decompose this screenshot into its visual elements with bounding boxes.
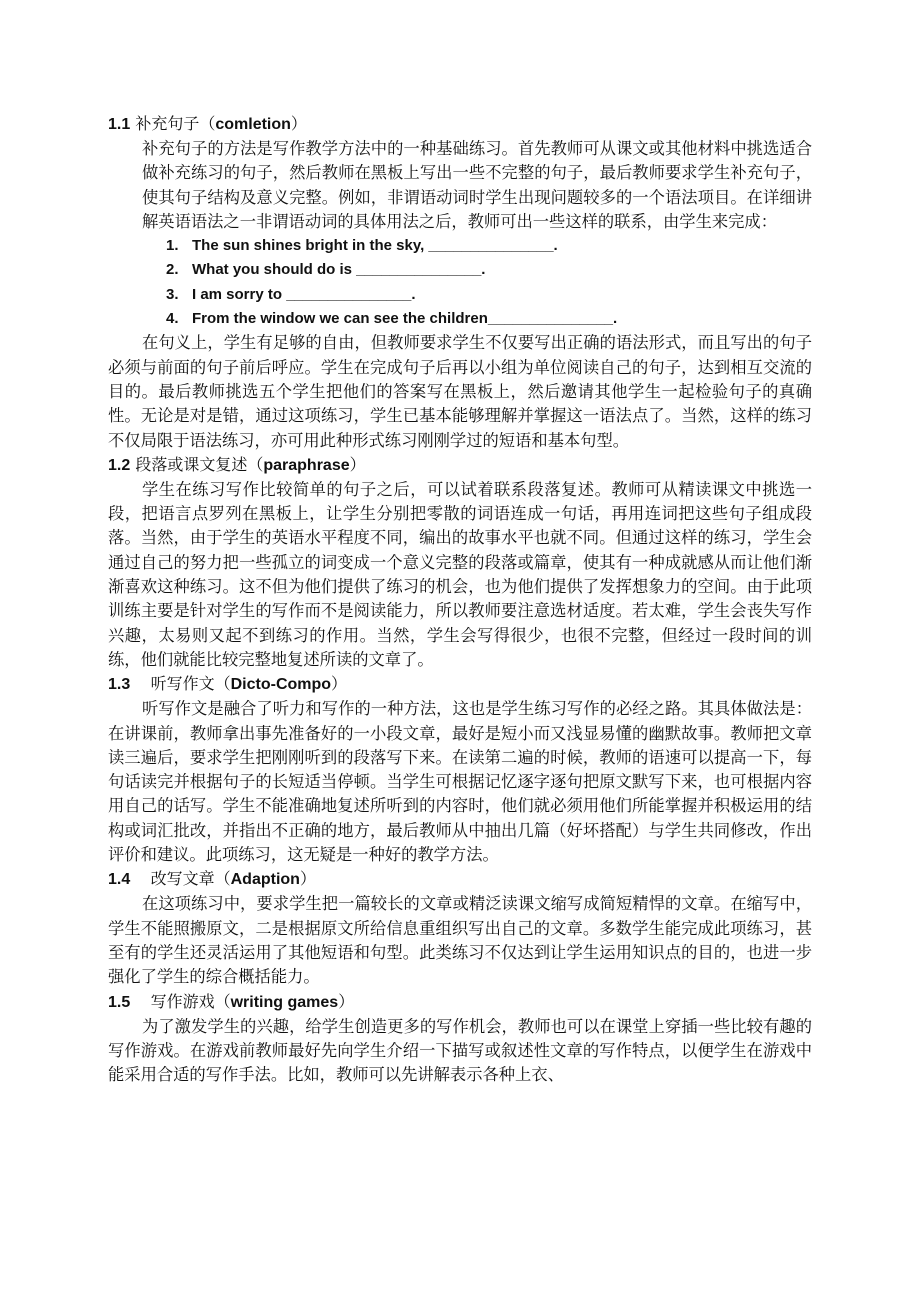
section-heading-1-3 xyxy=(108,672,812,697)
section-title-en: paraphrase xyxy=(263,456,350,474)
section-title-end: ） xyxy=(299,869,316,889)
section-title-cn: 写作游戏（ xyxy=(130,991,231,1011)
example-text: I am sorry to _______________. xyxy=(192,285,416,303)
section-number: 1.3 xyxy=(108,676,131,694)
example-text: What you should do is _______________. xyxy=(192,261,486,279)
section-heading-1-4 xyxy=(108,867,812,892)
section-title-end: ） xyxy=(290,114,307,133)
section-title-en: writing games xyxy=(230,993,339,1011)
example-sentence xyxy=(108,258,812,282)
section-number: 1.4 xyxy=(108,871,131,889)
section-1-1-body: 在句义上，学生有足够的自由，但教师要求学生不仅要写出正确的语法形式，而且写出的句子必须与前面的句子前后呼应。学生在完成句子后再以小组为单位阅读自己的句子，达到相互交流的目的。最后教师挑选五个学生把他们的答案写在黑板上，然后邀请其他学生一起检验句子的真确性。无论是对是错，通过这项练习，学生已基本能够理解并掌握这一语法点了。当然，这样的练习不仅局限于语法练习，亦可用此种形式练习刚刚学过的短语和基本句型。 xyxy=(108,333,812,450)
section-heading-1-1 xyxy=(108,112,812,137)
section-1-2-body: 学生在练习写作比较简单的句子之后，可以试着联系段落复述。教师可从精读课文中挑选一段，把语言点罗列在黑板上，让学生分别把零散的词语连成一句话，再用连词把这些句子组成段落。当然，由于学生的英语水平程度不同，编出的故事水平也就不同。但通过这样的练习，学生会通过自己的努力把一些孤立的词变成一个意义完整的段落或篇章，使其有一种成就感从而让他们渐渐喜欢这种练习。这不但为他们提供了练习的机会，也为他们提供了发挥想象力的空间。由于此项训练主要是针对学生的写作而不是阅读能力，所以教师要注意选材适度。若太难，学生会丧失写作兴趣，太易则又起不到练习的作用。当然，学生会写得很少，也很不完整，但经过一段时间的训练，他们就能比较完整地复述所读的文章了。 xyxy=(108,479,812,669)
document-page xyxy=(108,112,812,1087)
section-title-cn: 听写作文（ xyxy=(130,674,231,694)
example-sentence xyxy=(108,283,812,307)
section-1-1-intro: 补充句子的方法是写作教学方法中的一种基础练习。首先教师可从课文或其他材料中挑选适合做补充练习的句子，然后教师在黑板上写出一些不完整的句子，最后教师要求学生补充句子，使其句子结构及意义完整。例如，非谓语动词时学生出现问题较多的一个语法项目。在详细讲解英语语法之一非谓语动词的具体用法之后，教师可出一些这样的联系，由学生来完成： xyxy=(142,139,812,231)
section-title-en: comletion xyxy=(215,116,291,133)
example-sentence-list xyxy=(108,234,812,331)
section-title-end: ） xyxy=(331,674,348,694)
section-1-4-body: 在这项练习中，要求学生把一篇较长的文章或精泛读课文缩写成简短精悍的文章。在缩写中，学生不能照搬原文，二是根据原文所给信息重组织写出自己的文章。多数学生能完成此项练习，甚至有的学生还灵活运用了其他短语和句型。此类练习不仅达到让学生运用知识点的目的，也进一步强化了学生的综合概括能力。 xyxy=(108,894,812,987)
section-number: 1.1 xyxy=(108,116,131,133)
section-title-end: ） xyxy=(338,991,355,1011)
example-number: 3. xyxy=(166,285,179,303)
example-sentence xyxy=(108,234,812,258)
section-title-en: Adaption xyxy=(230,871,300,889)
section-title-end: ） xyxy=(349,454,366,474)
section-heading-1-2 xyxy=(108,453,812,478)
section-number: 1.5 xyxy=(108,993,131,1011)
section-title-en: Dicto-Compo xyxy=(230,676,332,694)
section-title-cn: 改写文章（ xyxy=(130,869,231,889)
section-1-5-body: 为了激发学生的兴趣，给学生创造更多的写作机会，教师也可以在课堂上穿插一些比较有趣的写作游戏。在游戏前教师最好先向学生介绍一下描写或叙述性文章的写作特点，以便学生在游戏中能采用合适的写作手法。比如，教师可以先讲解表示各种上衣、 xyxy=(108,1016,812,1085)
section-heading-1-5 xyxy=(108,990,812,1015)
section-title-cn: 段落或课文复述（ xyxy=(130,454,264,474)
section-number: 1.2 xyxy=(108,456,131,474)
example-text: The sun shines bright in the sky, _______________. xyxy=(192,237,558,255)
section-1-3-body: 听写作文是融合了听力和写作的一种方法，这也是学生练习写作的必经之路。其具体做法是：在讲课前，教师拿出事先准备好的一小段文章，最好是短小而又浅显易懂的幽默故事。教师把文章读三遍后，要求学生把刚刚听到的段落写下来。在读第二遍的时候，教师的语速可以提高一下，每句话读完并根据句子的长短适当停顿。当学生可根据记忆逐字逐句把原文默写下来，也可根据内容用自己的话写。学生不能准确地复述所听到的内容时，他们就必须用他们所能掌握并积极运用的结构或词汇批改，并指出不正确的地方，最后教师从中抽出几篇（好坏搭配）与学生共同修改，作出评价和建议。此项练习，这无疑是一种好的教学方法。 xyxy=(108,699,812,865)
section-title-cn: 补充句子（ xyxy=(130,114,216,133)
example-number: 2. xyxy=(166,261,179,279)
example-number: 4. xyxy=(166,310,179,328)
example-text: From the window we can see the children_______________. xyxy=(192,310,618,328)
example-sentence xyxy=(108,307,812,331)
example-number: 1. xyxy=(166,237,179,255)
